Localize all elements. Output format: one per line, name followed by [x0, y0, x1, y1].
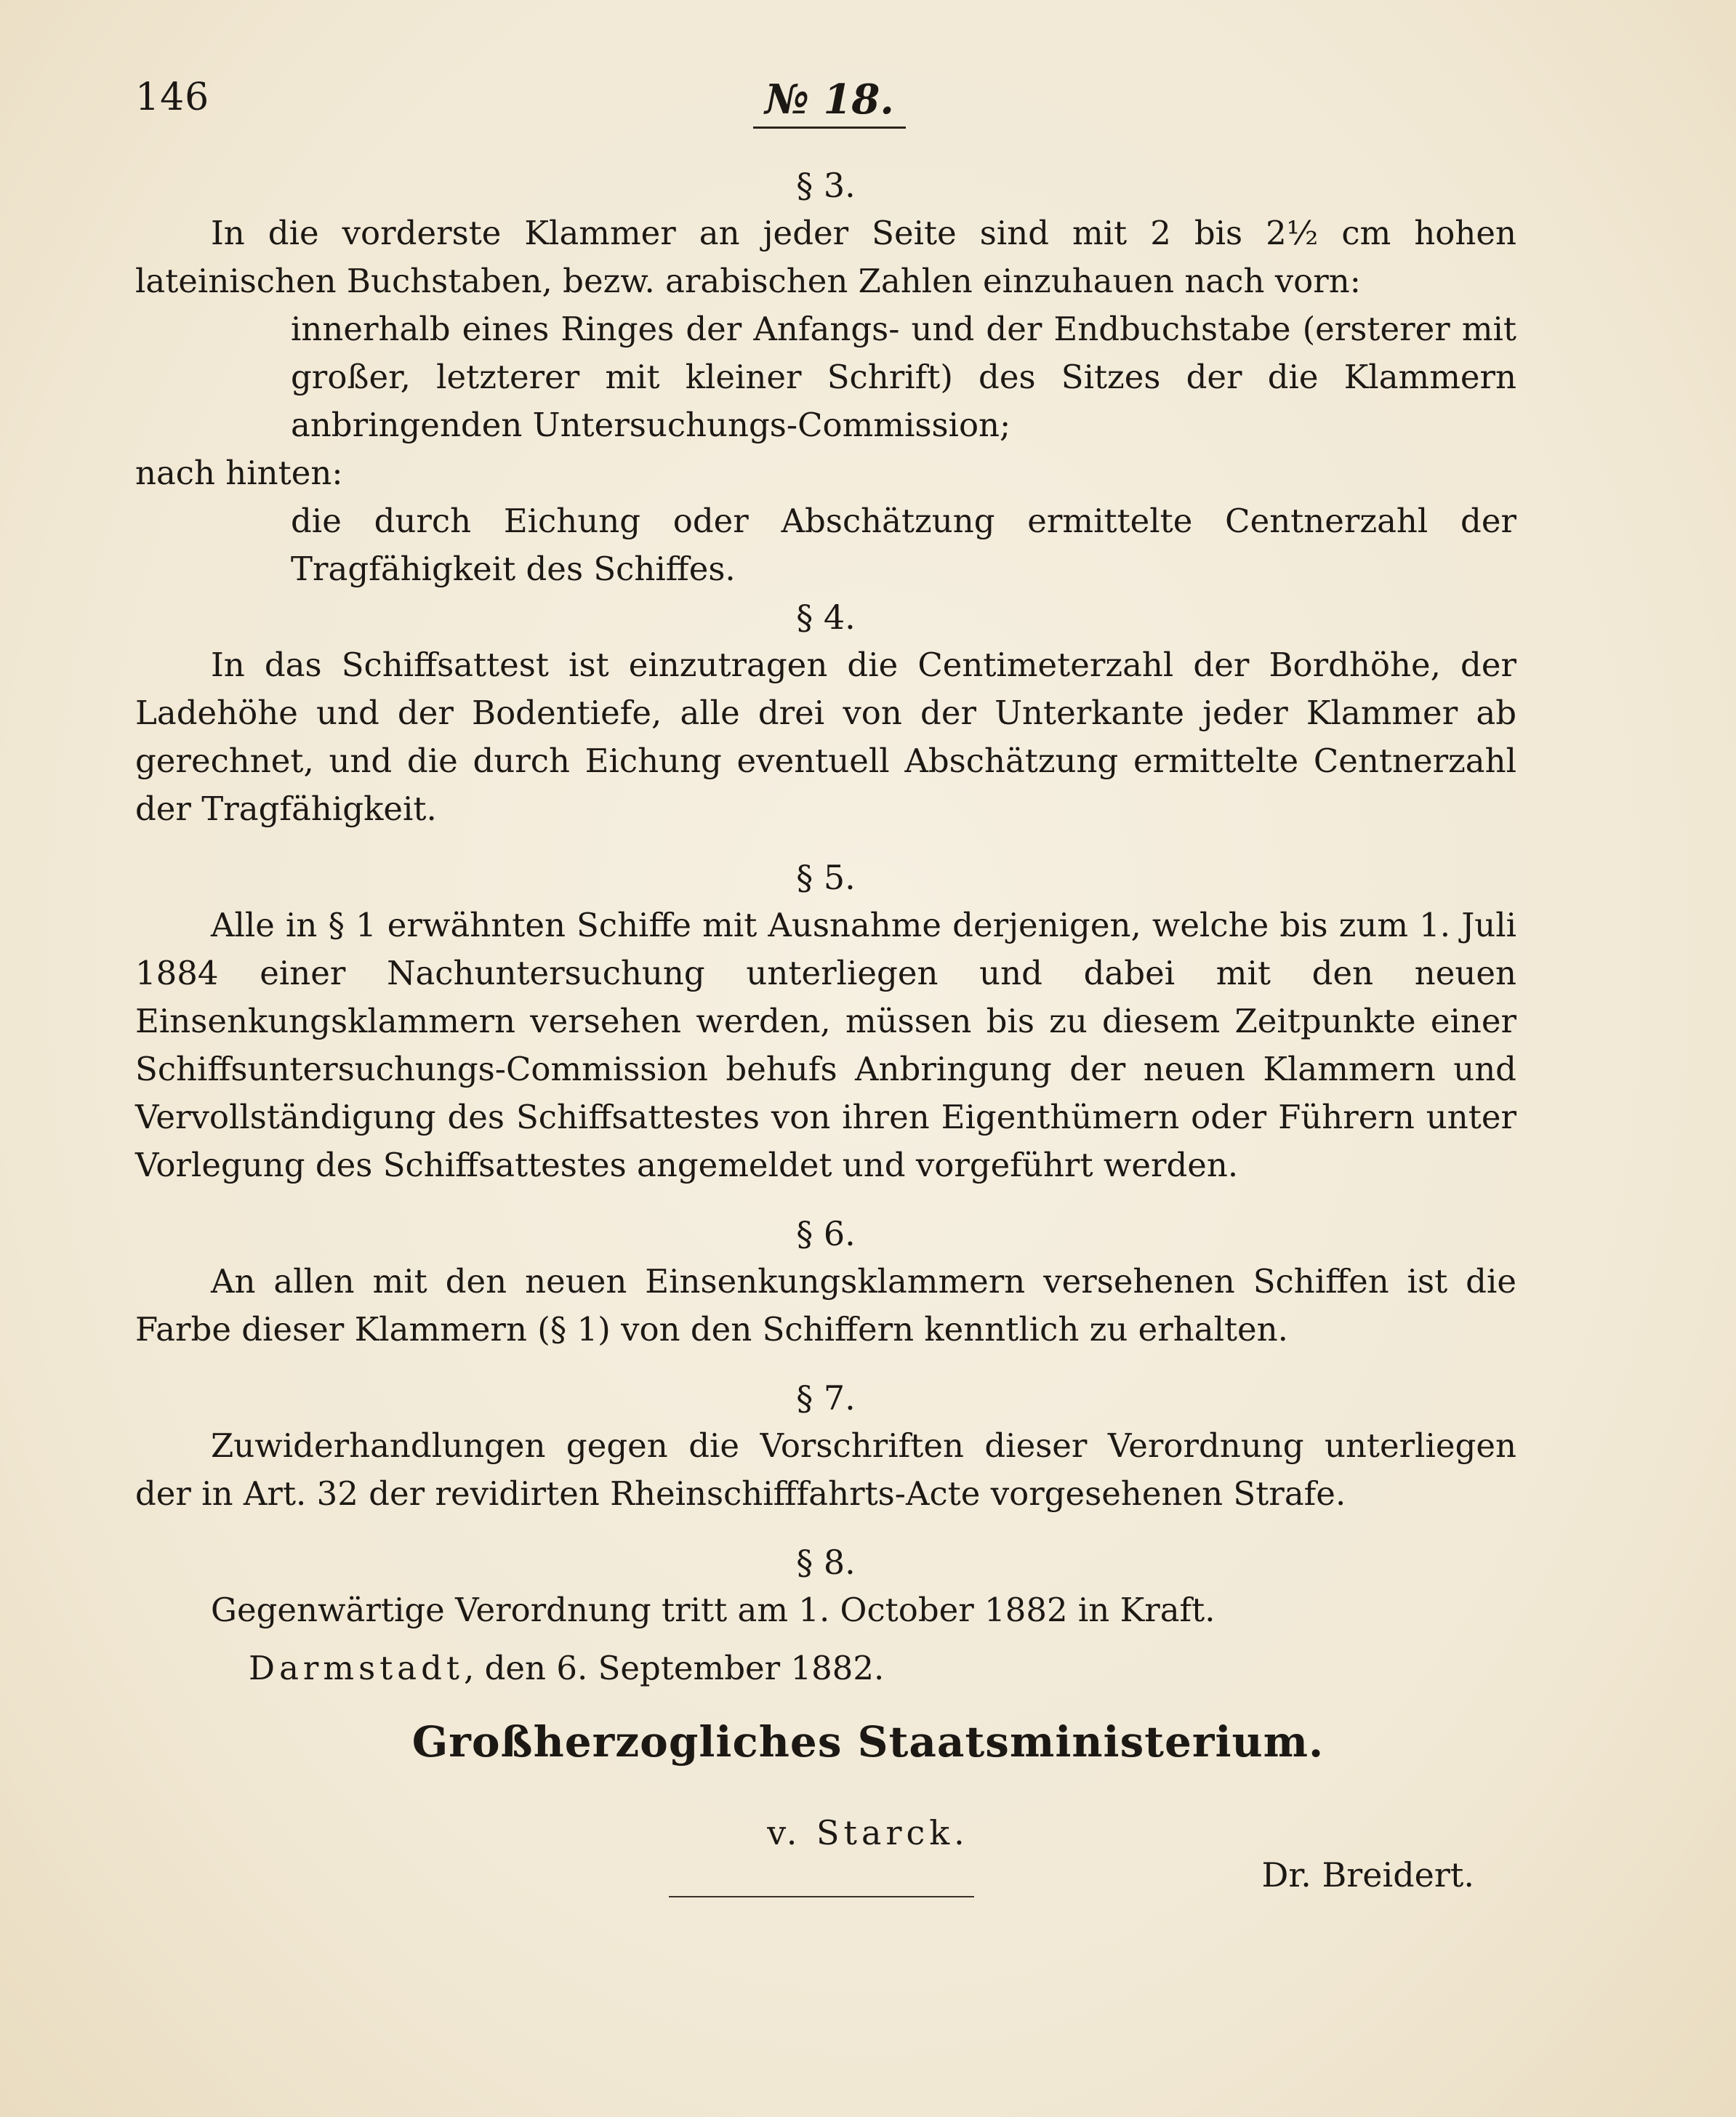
section-heading-5: § 5. — [796, 858, 856, 897]
section-3-intro: In die vorderste Klammer an jeder Seite sind mit 2 bis 2½ cm hohen lateinischen Buchstaben, bezw. arabischen Zahlen einzuhauen nach vorn: — [135, 214, 1516, 300]
section-heading-7: § 7. — [796, 1378, 856, 1418]
section-4-text: In das Schiffsattest ist einzutragen die Centimeterzahl der Bordhöhe, der Ladehöhe und der Bodentiefe, alle drei von der Unterkante jeder Klammer ab gerechnet, und die durch Eichung eventuell Abschätzung ermittelte Centnerzahl der Tragfähigkeit. — [135, 646, 1516, 828]
signature-breidert: Dr. Breidert. — [1261, 1855, 1474, 1895]
closing-rule — [669, 1896, 974, 1897]
spacer — [135, 1189, 1516, 1210]
section-heading-8: § 8. — [796, 1543, 856, 1582]
page-header — [0, 0, 1736, 145]
issue-number: № 18. — [765, 76, 894, 124]
spacer — [135, 833, 1516, 853]
signature-starck: v. Starck. — [767, 1813, 969, 1852]
dateline-date: , den 6. September 1882. — [464, 1649, 885, 1687]
section-heading-3: § 3. — [796, 166, 856, 205]
issue-underline — [753, 126, 906, 129]
section-3-front-text: innerhalb eines Ringes der Anfangs- und der Endbuchstabe (ersterer mit großer, letzterer mit kleiner Schrift) des Sitzes der die Klammern anbringenden Untersuchungs-Commission; — [291, 310, 1516, 444]
section-7-text: Zuwiderhandlungen gegen die Vorschriften dieser Verordnung unterliegen der in Art. 32 der revidirten Rheinschifffahrts-Acte vorgesehenen Strafe. — [135, 1426, 1516, 1513]
ministry-name: Großherzogliches Staatsministerium. — [411, 1717, 1325, 1767]
section-3-back-text: die durch Eichung oder Abschätzung ermittelte Centnerzahl der Tragfähigkeit des Schiffes. — [291, 502, 1516, 588]
section-6-text: An allen mit den neuen Einsenkungsklammern versehenen Schiffen ist die Farbe dieser Klammern (§ 1) von den Schiffern kenntlich zu erhalten. — [135, 1262, 1516, 1349]
section-8-text: Gegenwärtige Verordnung tritt am 1. October 1882 in Kraft. — [211, 1591, 1215, 1629]
dateline-place: Darmstadt — [249, 1649, 464, 1687]
document-body — [135, 161, 1516, 1692]
section-5-text: Alle in § 1 erwähnten Schiffe mit Ausnahme derjenigen, welche bis zum 1. Juli 1884 einer Nachuntersuchung unterliegen und dabei mit den neuen Einsenkungsklammern versehen werden, müssen bis zu diesem Zeitpunkte einer Schiffsuntersuchungs-Commission behufs Anbringung der neuen Klammern und Vervollständigung des Schiffsattestes von ihren Eigenthümern oder Führern unter Vorlegung des Schiffsattestes angemeldet und vorgeführt werden. — [135, 906, 1516, 1184]
dateline — [135, 1644, 1516, 1692]
spacer — [135, 1518, 1516, 1538]
page-number: 146 — [135, 76, 210, 119]
spacer — [135, 1354, 1516, 1374]
section-3-back-label: nach hinten: — [135, 454, 343, 492]
section-heading-6: § 6. — [796, 1214, 856, 1253]
section-heading-4: § 4. — [796, 598, 856, 637]
